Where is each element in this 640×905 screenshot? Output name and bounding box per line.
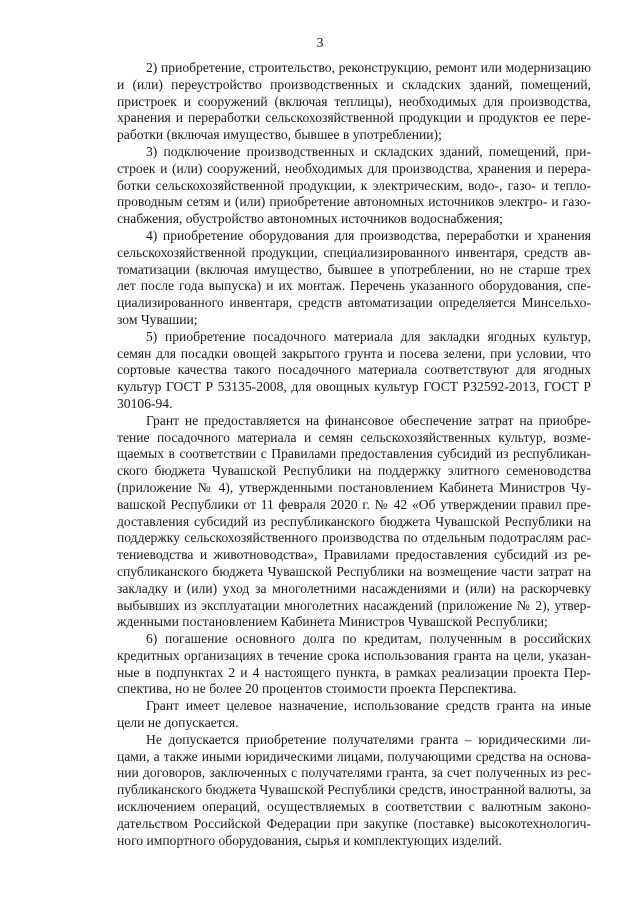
paragraph-item-3: 3) подключение производственных и складских зданий, помещений, пристроек и (или) сооружений, необходимых для производства, хранения и переработки сельскохозяйственной продукции, к электрическим, водо-, газо- и теплопроводным сетям и (или) приобретение автономных источников электро- и газоснабжения, обустройство автономных источников водоснабжения;: [117, 143, 591, 227]
paragraph-grant-purpose: Грант имеет целевое назначение, использование средств гранта на иные цели не допускается.: [117, 698, 591, 731]
paragraph-grant-exclusion: Грант не предоставляется на финансовое обеспечение затрат на приобретение посадочного материала и семян сельскохозяйственных культур, возмещаемых в соответствии с Правилами предоставления субсидий из республиканского бюджета Чувашской Республики на поддержку элитного семеноводства (приложение № 4), утвержденными постановлением Кабинета Министров Чувашской Республики от 11 февраля 2020 г. № 42 «Об утверждении правил предоставления субсидий из республиканского бюджета Чувашской Республики на поддержку сельскохозяйственного производства по отдельным подотраслям растениеводства и животноводства», Правилами предоставления субсидий из республиканского бюджета Чувашской Республики на возмещение части затрат на закладку и (или) уход за многолетними насаждениями и (или) на раскорчевку выбывших из эксплуатации многолетних насаждений (приложение № 2), утвержденными постановлением Кабинета Министров Чувашской Республики;: [117, 412, 591, 630]
paragraph-item-4: 4) приобретение оборудования для производства, переработки и хранения сельскохозяйственной продукции, специализированного инвентаря, средств автоматизации (включая имущество, бывшее в употреблении, но не старше трех лет после года выпуска) и их монтаж. Перечень указанного оборудования, специализированного инвентаря, средств автоматизации определяется Минсельхозом Чувашии;: [117, 227, 591, 327]
page-number: 3: [316, 36, 324, 51]
document-body: [117, 60, 591, 849]
paragraph-item-2: 2) приобретение, строительство, реконструкцию, ремонт или модернизацию и (или) переустройство производственных и складских зданий, помещений, пристроек и сооружений (включая теплицы), необходимых для производства, хранения и переработки сельскохозяйственной продукции и продуктов ее переработки (включая имущество, бывшее в употреблении);: [117, 60, 591, 143]
paragraph-item-6: 6) погашение основного долга по кредитам, полученным в российских кредитных организациях в течение срока использования гранта на цели, указанные в подпунктах 2 и 4 настоящего пункта, в рамках реализации проекта Перспектива, но не более 20 процентов стоимости проекта Перспектива.: [117, 631, 591, 697]
paragraph-item-5: 5) приобретение посадочного материала для закладки ягодных культур, семян для посадки овощей закрытого грунта и посева зелени, при условии, что сортовые качества такого посадочного материала соответствуют для ягодных культур ГОСТ Р 53135-2008, для овощных культур ГОСТ Р32592-2013, ГОСТ Р 30106-94.: [117, 328, 591, 411]
paragraph-currency-restriction: Не допускается приобретение получателями гранта – юридическими лицами, а также иными юридическими лицами, получающими средства на основании договоров, заключенных с получателями гранта, за счет полученных из республиканского бюджета Чувашской Республики средств, иностранной валюты, за исключением операций, осуществляемых в соответствии с валютным законодательством Российской Федерации при закупке (поставке) высокотехнологичного импортного оборудования, сырья и комплектующих изделий.: [117, 731, 591, 848]
